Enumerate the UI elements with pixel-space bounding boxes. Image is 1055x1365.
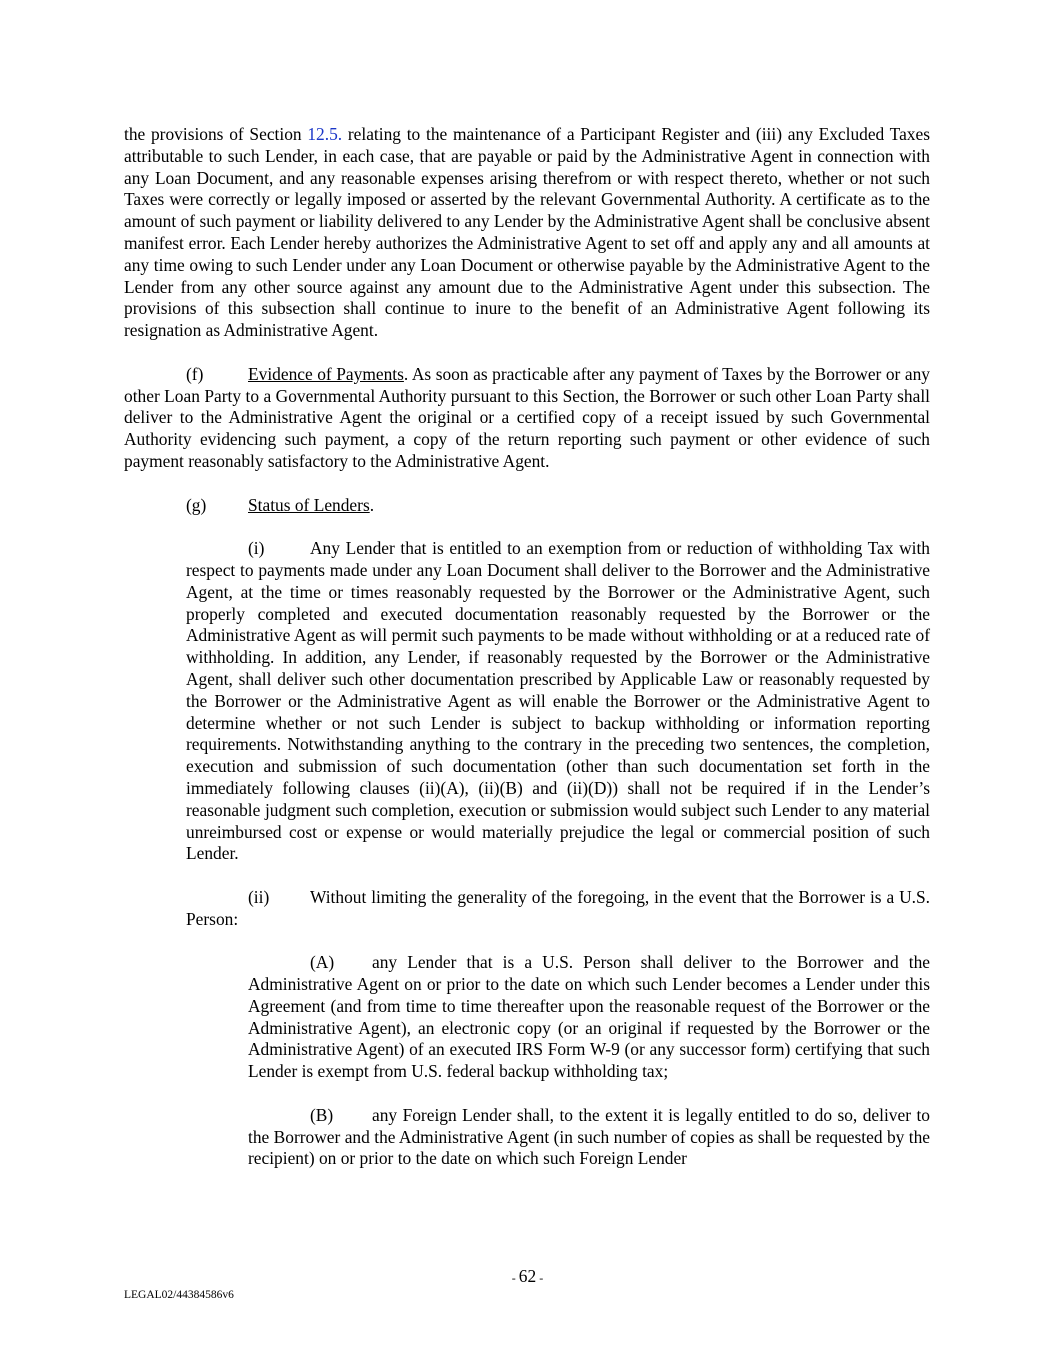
paragraph-i [186,538,930,865]
paragraph-ii-number: (ii) [248,886,270,907]
paragraph-f-heading: Evidence of Payments [248,363,404,384]
paragraph-intro [124,124,930,342]
paragraph-g [124,495,930,517]
paragraph-B-number: (B) [310,1104,334,1125]
intro-text-post: relating to the maintenance of a Participant Register and (iii) any Excluded Taxes attributable to such Lender, in each case, that are payable or paid by the Administrative Agent in connection with any Loan Document, and any reasonable expenses arising therefrom or with respect thereto, whether or not such Taxes were correctly or legally imposed or asserted by the relevant Governmental Authority. A certificate as to the amount of such payment or liability delivered to any Lender by the Administrative Agent shall be conclusive absent manifest error. Each Lender hereby authorizes the Administrative Agent to set off and apply any and all amounts at any time owing to such Lender under any Loan Document or otherwise payable by the Administrative Agent to the Lender from any other source against any amount due to the Administrative Agent under this subsection. The provisions of this subsection shall continue to inure to the benefit of an Administrative Agent following its resignation as Administrative Agent. [124,124,930,341]
section-12-5-link[interactable]: 12.5. [307,124,343,144]
paragraph-g-number: (g) [186,494,207,515]
document-id: LEGAL02/44384586v6 [124,1289,234,1301]
paragraph-B-text: any Foreign Lender shall, to the extent it is legally entitled to do so, deliver to the Borrower and the Administrative Agent (in such number of copies as shall be requested by the recipient) on or prior to the date on which such Foreign Lender [248,1104,930,1169]
paragraph-f-number: (f) [186,363,204,384]
page-number-value: 62 [518,1266,537,1286]
paragraph-g-heading: Status of Lenders [248,494,370,515]
document-page [124,124,930,1170]
paragraph-A-text: any Lender that is a U.S. Person shall deliver to the Borrower and the Administrative Agent on or prior to the date on which such Lender becomes a Lender under this Agreement (and from time to time thereafter upon the reasonable request of the Borrower or the Administrative Agent), an electronic copy (or an original if requested by the Borrower or the Administrative Agent) of an executed IRS Form W-9 (or any successor form) certifying that such Lender is exempt from U.S. federal backup withholding tax; [248,952,930,1082]
paragraph-A-number: (A) [310,952,335,973]
paragraph-B [248,1105,930,1170]
paragraph-i-number: (i) [248,538,265,559]
page-number: - 62 - [511,1266,544,1286]
paragraph-g-text: . [369,494,375,515]
paragraph-i-text: Any Lender that is entitled to an exemption from or reduction of withholding Tax with respect to payments made under any Loan Document shall deliver to the Borrower and the Administrative Agent, at the time or times reasonably requested by the Borrower or the Administrative Agent, such properly completed and executed documentation reasonably requested by the Borrower or the Administrative Agent as will permit such payments to be made without withholding or at a reduced rate of withholding. In addition, any Lender, if reasonably requested by the Borrower or the Administrative Agent, shall deliver such other documentation prescribed by Applicable Law or reasonably requested by the Borrower or the Administrative Agent as will enable the Borrower or the Administrative Agent to determine whether or not such Lender is subject to backup withholding or information reporting requirements. Notwithstanding anything to the contrary in the preceding two sentences, the completion, execution and submission of such documentation (other than such documentation set forth in the immediately following clauses (ii)(A), (ii)(B) and (ii)(D)) shall not be required if in the Lender’s reasonable judgment such completion, execution or submission would subject such Lender to any material unreimbursed cost or expense or would materially prejudice the legal or commercial position of such Lender. [186,538,930,864]
paragraph-f [124,364,930,473]
paragraph-ii [186,887,930,931]
paragraph-A [248,952,930,1083]
paragraph-f-text: . As soon as practicable after any payment of Taxes by the Borrower or any other Loan Party to a Governmental Authority pursuant to this Section, the Borrower or such other Loan Party shall deliver to the Administrative Agent the original or a certified copy of a receipt issued by such Governmental Authority evidencing such payment, a copy of the return reporting such payment or other evidence of such payment reasonably satisfactory to the Administrative Agent. [124,363,931,471]
intro-text-pre: the provisions of Section [124,124,308,144]
paragraph-ii-text: Without limiting the generality of the foregoing, in the event that the Borrower is a U.S. Person: [186,886,930,929]
